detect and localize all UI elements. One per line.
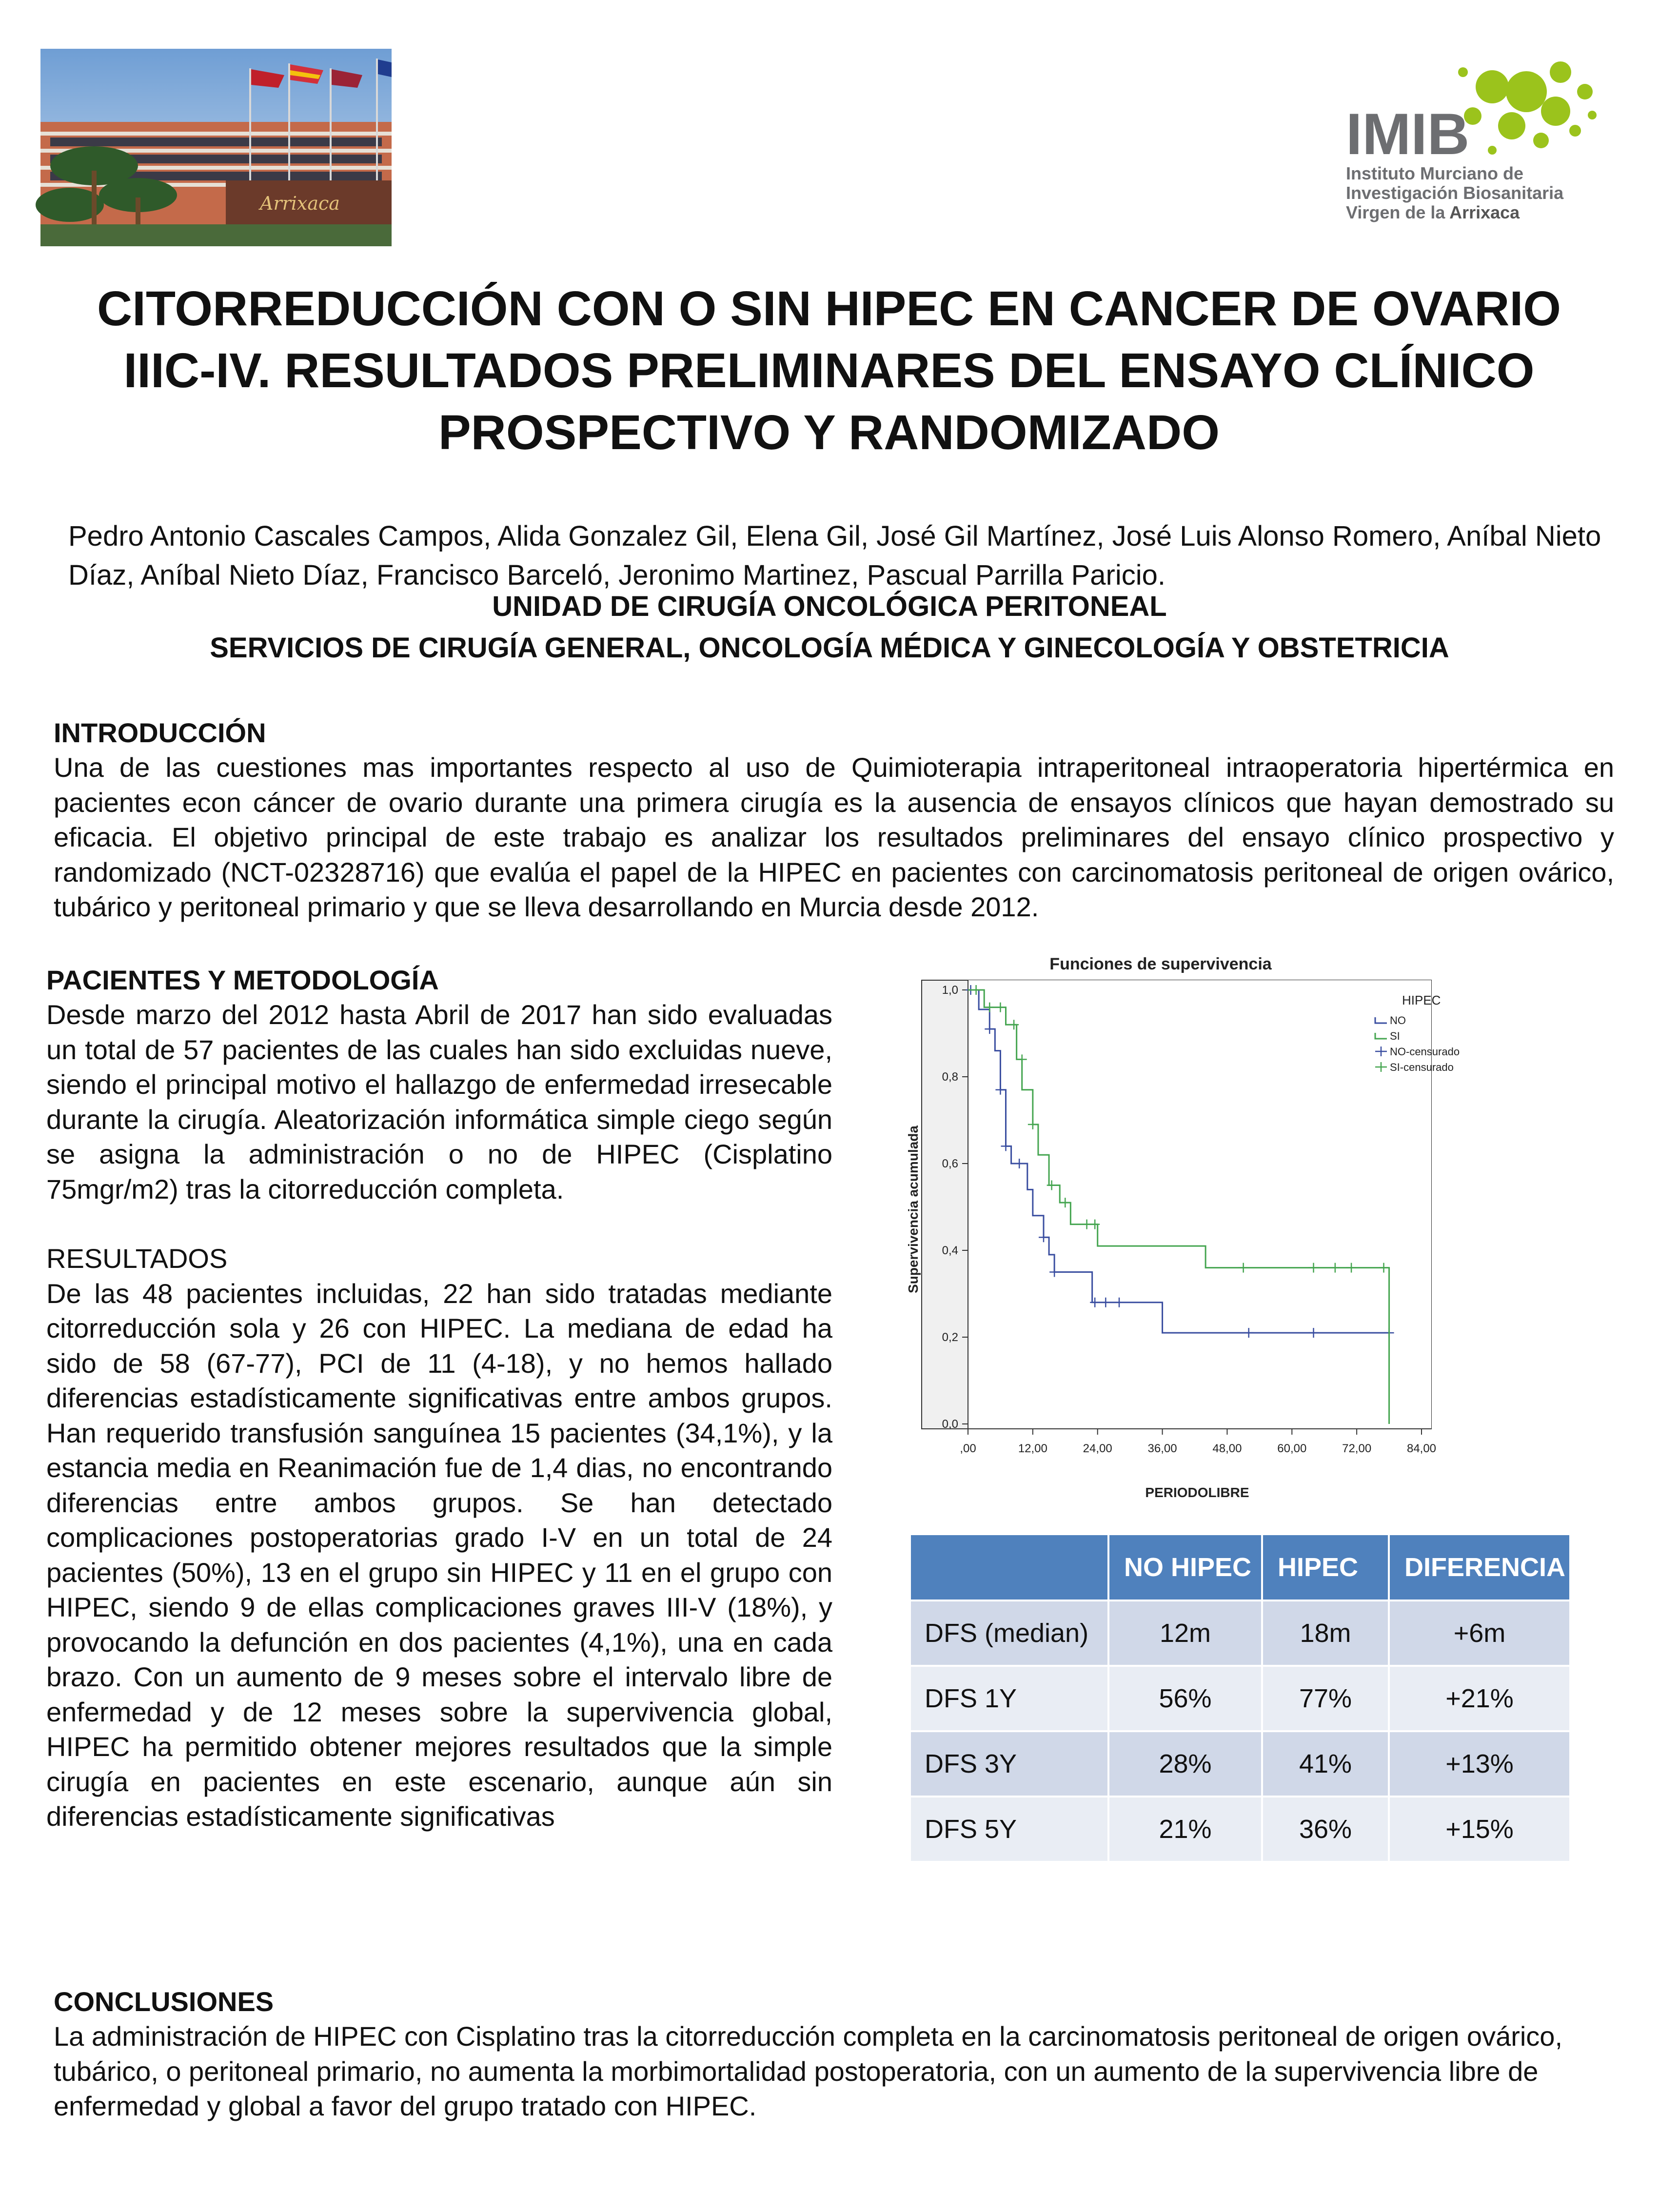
x-tick-label: 24,00 — [1083, 1442, 1112, 1455]
introduction-heading: INTRODUCCIÓN — [54, 717, 266, 748]
table-cell: +6m — [1389, 1600, 1570, 1666]
x-axis-label: PERIODOLIBRE — [1145, 1485, 1249, 1500]
svg-text:Arrixaca: Arrixaca — [260, 193, 340, 214]
table-cell: 28% — [1108, 1731, 1262, 1797]
table-row — [911, 1731, 1570, 1797]
methods-section — [46, 963, 832, 1834]
chart-title: Funciones de supervivencia — [1049, 955, 1272, 973]
y-tick-label: 0,2 — [942, 1331, 958, 1344]
x-tick-label: 48,00 — [1212, 1442, 1242, 1455]
table-cell: DFS 1Y — [911, 1666, 1108, 1731]
legend-entry: SI — [1390, 1030, 1400, 1042]
results-heading: RESULTADOS — [46, 1243, 228, 1274]
table-cell: +21% — [1389, 1666, 1570, 1731]
table-row — [911, 1600, 1570, 1666]
table-cell: 41% — [1262, 1731, 1389, 1797]
table-cell: DFS 5Y — [911, 1797, 1108, 1861]
table-row — [911, 1797, 1570, 1861]
legend-entry: NO — [1390, 1014, 1406, 1027]
table-cell: +15% — [1389, 1797, 1570, 1861]
logo-name: IMIB — [1346, 101, 1470, 167]
table-row — [911, 1666, 1570, 1731]
table-header-cell — [911, 1535, 1108, 1600]
chart-inner-plot — [968, 980, 1431, 1429]
table-cell: 56% — [1108, 1666, 1262, 1731]
y-tick-label: 0,0 — [942, 1418, 958, 1431]
conclusions-heading: CONCLUSIONES — [54, 1986, 274, 2017]
table-cell: 77% — [1262, 1666, 1389, 1731]
x-tick-label: ,00 — [960, 1442, 976, 1455]
table-cell: 12m — [1108, 1600, 1262, 1666]
y-axis-label: Supervivencia acumulada — [906, 1126, 921, 1293]
x-tick-label: 36,00 — [1147, 1442, 1177, 1455]
table-header-cell: DIFERENCIA — [1389, 1535, 1570, 1600]
x-tick-label: 60,00 — [1277, 1442, 1307, 1455]
dfs-results-table — [911, 1535, 1571, 1861]
logo-line-2: Investigación Biosanitaria — [1346, 183, 1564, 203]
poster-title: CITORREDUCCIÓN CON O SIN HIPEC EN CANCER DE OVARIO IIIC-IV. RESULTADOS PRELIMINARES DEL ENSAYO CLÍNICO PROSPECTIVO Y RANDOMIZADO — [97, 281, 1561, 460]
y-tick-label: 0,4 — [942, 1244, 958, 1257]
x-tick-label: 72,00 — [1342, 1442, 1372, 1455]
methods-text: Desde marzo del 2012 hasta Abril de 2017 han sido evaluadas un total de 57 pacientes de las cuales han sido excluidas nueve, siendo el principal motivo el hallazgo de enfermedad irresecable durante la cirugía. Aleatorización informática simple ciego según se asigna la administración o no de HIPEC (Cisplatino 75mgr/m2) tras la citorreducción completa. — [46, 999, 832, 1205]
y-tick-label: 0,8 — [942, 1070, 958, 1084]
hospital-photo — [40, 49, 392, 246]
table-cell: DFS (median) — [911, 1600, 1108, 1666]
survival-chart-svg — [892, 946, 1460, 1507]
table-cell: 18m — [1262, 1600, 1389, 1666]
introduction-text: Una de las cuestiones mas importantes respecto al uso de Quimioterapia intraperitoneal intraoperatoria hipertérmica en pacientes econ cáncer de ovario durante una primera cirugía es la ausencia de ensayos clínicos que hayan demostrado su eficacia. El objetivo principal de este trabajo es analizar los resultados preliminares del ensayo clínico prospectivo y randomizado (NCT-02328716) que evalúa el papel de la HIPEC en pacientes con carcinomatosis peritoneal de origen ovárico, tubárico y peritoneal primario y que se lleva desarrollando en Murcia desde 2012. — [54, 752, 1614, 922]
table-header-row — [911, 1535, 1570, 1600]
hospital-building-image — [40, 49, 392, 246]
methods-heading: PACIENTES Y METODOLOGÍA — [46, 965, 439, 995]
x-tick-label: 12,00 — [1018, 1442, 1047, 1455]
x-tick-label: 84,00 — [1406, 1442, 1437, 1455]
logo-line-3: Virgen de la Arrixaca — [1346, 202, 1520, 222]
logo-line-1: Instituto Murciano de — [1346, 163, 1523, 183]
y-tick-label: 0,6 — [942, 1157, 958, 1170]
imib-logo-graphic — [1346, 58, 1600, 223]
legend-entry: SI-censurado — [1390, 1061, 1454, 1073]
imib-logo — [1346, 58, 1600, 223]
services-line: SERVICIOS DE CIRUGÍA GENERAL, ONCOLOGÍA MÉDICA Y GINECOLOGÍA Y OBSTETRICIA — [210, 632, 1449, 664]
table-cell: DFS 3Y — [911, 1731, 1108, 1797]
survival-chart — [892, 946, 1460, 1507]
introduction-section — [54, 716, 1614, 925]
table-header-cell: NO HIPEC — [1108, 1535, 1262, 1600]
table-header-cell: HIPEC — [1262, 1535, 1389, 1600]
conclusions-text: La administración de HIPEC con Cisplatino tras la citorreducción completa en la carcinomatosis peritoneal de origen ovárico, tubárico, o peritoneal primario, no aumenta la morbimortalidad postoperatoria, con un aumento de la supervivencia libre de enfermedad y global a favor del grupo tratado con HIPEC. — [54, 2021, 1562, 2121]
legend-entry: NO-censurado — [1390, 1046, 1460, 1058]
legend-title: HIPEC — [1402, 993, 1441, 1007]
author-list: Pedro Antonio Cascales Campos, Alida Gonzalez Gil, Elena Gil, José Gil Martínez, José Luis Alonso Romero, Aníbal Nieto Díaz, Aníbal Nieto Díaz, Francisco Barceló, Jeronimo Martinez, Pascual Parrilla Paricio. — [68, 520, 1601, 591]
unit-name: UNIDAD DE CIRUGÍA ONCOLÓGICA PERITONEAL — [492, 591, 1167, 622]
table-cell: +13% — [1389, 1731, 1570, 1797]
table-cell: 36% — [1262, 1797, 1389, 1861]
conclusions-section — [54, 1985, 1614, 2124]
table-cell: 21% — [1108, 1797, 1262, 1861]
results-text: De las 48 pacientes incluidas, 22 han sido tratadas mediante citorreducción sola y 26 con HIPEC. La mediana de edad ha sido de 58 (67-77), PCI de 11 (4-18), y no hemos hallado diferencias estadísticamente significativas entre ambos grupos. Han requerido transfusión sanguínea 15 pacientes (34,1%), y la estancia media en Reanimación fue de 1,4 dias, no encontrando diferencias entre ambos grupos. Se han detectado complicaciones postoperatorias grado I-V en un total de 24 pacientes (50%), 13 en el grupo sin HIPEC y 11 en el grupo con HIPEC, siendo 9 de ellas complicaciones graves III-V (18%), y provocando la defunción en dos pacientes (4,1%), una en cada brazo. Con un aumento de 9 meses sobre el intervalo libre de enfermedad y de 12 meses sobre la supervivencia global, HIPEC ha permitido obtener mejores resultados que la simple cirugía en pacientes en este escenario, aunque aún sin diferencias estadísticamente significativas — [46, 1278, 832, 1832]
y-tick-label: 1,0 — [942, 984, 958, 997]
